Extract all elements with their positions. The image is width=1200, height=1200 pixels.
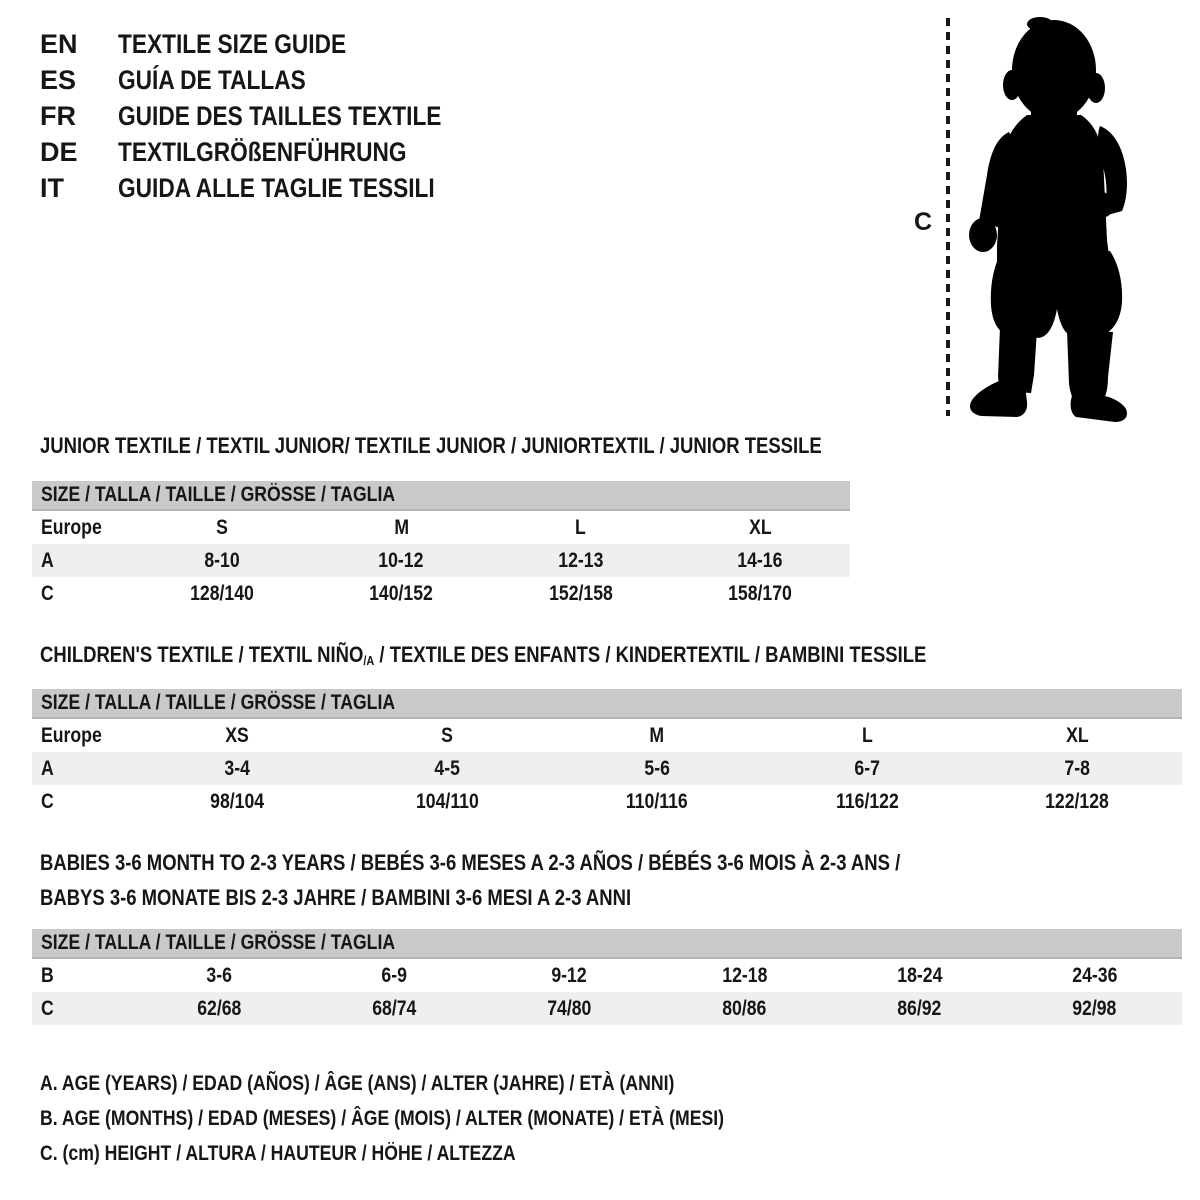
language-code: ES xyxy=(40,65,77,95)
size-header-bar xyxy=(32,929,1182,959)
table-cell: 4-5 xyxy=(434,756,460,780)
table-cell: 8-10 xyxy=(204,548,240,572)
table-row-europe xyxy=(32,719,1182,752)
table-cell: 6-7 xyxy=(854,756,880,780)
language-header xyxy=(40,26,503,206)
table-cell: 9-12 xyxy=(551,963,588,987)
table-cell: 3-6 xyxy=(206,963,233,987)
table-cell: XL xyxy=(748,515,772,539)
language-row-en xyxy=(40,26,503,62)
nino-a-suffix: /A xyxy=(363,653,375,668)
table-cell: 14-16 xyxy=(737,548,783,572)
size-header-bar xyxy=(32,481,850,511)
language-code: DE xyxy=(40,137,78,167)
table-cell: 3-4 xyxy=(224,756,250,780)
section-title-line1: BABIES 3-6 MONTH TO 2-3 YEARS / BEBÉS 3-6 MESES A 2-3 AÑOS / BÉBÉS 3-6 MOIS À 2-3 ANS / xyxy=(40,850,901,875)
language-label: GUIDA ALLE TAGLIE TESSILI xyxy=(118,173,435,203)
language-label: TEXTILGRÖßENFÜHRUNG xyxy=(118,137,407,167)
table-cell: 104/110 xyxy=(415,789,479,813)
size-header-text: SIZE / TALLA / TAILLE / GRÖSSE / TAGLIA xyxy=(41,483,396,506)
table-cell: XS xyxy=(225,723,249,747)
table-cell: M xyxy=(649,723,665,747)
table-cell: M xyxy=(393,515,409,539)
table-cell: 24-36 xyxy=(1071,963,1118,987)
row-label: Europe xyxy=(41,723,102,747)
toddler-silhouette-icon xyxy=(955,15,1145,425)
section-title-text: CHILDREN'S TEXTILE / TEXTIL NIÑO/A / TEXTILE DES ENFANTS / KINDERTEXTIL / BAMBINI TESSILE xyxy=(40,642,927,668)
table-cell: 7-8 xyxy=(1064,756,1090,780)
table-row-height xyxy=(32,992,1182,1025)
table-cell: 62/68 xyxy=(197,996,242,1020)
language-row-es xyxy=(40,62,503,98)
children-section-title xyxy=(40,641,1095,675)
row-label: B xyxy=(41,963,54,987)
table-cell: 18-24 xyxy=(896,963,943,987)
table-row-months xyxy=(32,959,1182,992)
row-label: C xyxy=(41,789,54,813)
junior-size-table xyxy=(32,481,850,610)
table-cell: 158/170 xyxy=(728,581,793,605)
table-cell: 92/98 xyxy=(1072,996,1117,1020)
language-code: EN xyxy=(40,29,78,59)
table-cell: 152/158 xyxy=(548,581,613,605)
row-label: A xyxy=(41,548,54,572)
babies-size-table xyxy=(32,929,1182,1025)
table-cell: 116/122 xyxy=(835,789,899,813)
height-measure-line xyxy=(946,18,950,416)
height-measure-label: C xyxy=(914,208,933,236)
table-row-age xyxy=(32,544,850,577)
table-row-height xyxy=(32,577,850,610)
language-code: IT xyxy=(40,173,64,203)
size-header-bar xyxy=(32,689,1182,719)
table-cell: 110/116 xyxy=(626,789,688,813)
table-row-height xyxy=(32,785,1182,818)
table-cell: 5-6 xyxy=(644,756,670,780)
legend-line-c: C. (cm) HEIGHT / ALTURA / HAUTEUR / HÖHE / ALTEZZA xyxy=(40,1142,516,1165)
junior-section-title xyxy=(40,432,971,460)
babies-section-title xyxy=(40,845,1064,915)
table-cell: 12-13 xyxy=(558,548,604,572)
language-row-it xyxy=(40,170,503,206)
table-cell: S xyxy=(215,515,228,539)
table-row-europe xyxy=(32,511,850,544)
children-size-table xyxy=(32,689,1182,818)
table-cell: 68/74 xyxy=(372,996,417,1020)
row-label: C xyxy=(41,996,54,1020)
language-code: FR xyxy=(40,101,76,131)
size-header-text: SIZE / TALLA / TAILLE / GRÖSSE / TAGLIA xyxy=(41,931,396,954)
table-row-age xyxy=(32,752,1182,785)
table-cell: 98/104 xyxy=(210,789,264,813)
table-cell: L xyxy=(575,515,587,539)
table-cell: L xyxy=(861,723,873,747)
section-title-line2: BABYS 3-6 MONATE BIS 2-3 JAHRE / BAMBINI 3-6 MESI A 2-3 ANNI xyxy=(40,885,632,910)
table-cell: 122/128 xyxy=(1045,789,1109,813)
legend-line-a: A. AGE (YEARS) / EDAD (AÑOS) / ÂGE (ANS) / ALTER (JAHRE) / ETÀ (ANNI) xyxy=(40,1072,675,1095)
table-cell: 6-9 xyxy=(381,963,408,987)
section-title-text: JUNIOR TEXTILE / TEXTIL JUNIOR/ TEXTILE JUNIOR / JUNIORTEXTIL / JUNIOR TESSILE xyxy=(40,433,822,458)
legend-line-b: B. AGE (MONTHS) / EDAD (MESES) / ÂGE (MOIS) / ALTER (MONATE) / ETÀ (MESI) xyxy=(40,1107,725,1130)
table-cell: S xyxy=(441,723,453,747)
table-cell: XL xyxy=(1065,723,1089,747)
size-header-text: SIZE / TALLA / TAILLE / GRÖSSE / TAGLIA xyxy=(41,691,396,714)
table-cell: 74/80 xyxy=(547,996,592,1020)
table-cell: 140/152 xyxy=(369,581,434,605)
language-label: GUIDE DES TAILLES TEXTILE xyxy=(118,101,442,131)
legend xyxy=(40,1066,854,1171)
row-label: A xyxy=(41,756,54,780)
table-cell: 80/86 xyxy=(722,996,767,1020)
table-cell: 86/92 xyxy=(897,996,942,1020)
table-cell: 128/140 xyxy=(189,581,254,605)
row-label: C xyxy=(41,581,54,605)
table-cell: 12-18 xyxy=(721,963,768,987)
table-cell: 10-12 xyxy=(378,548,424,572)
language-label: GUÍA DE TALLAS xyxy=(118,65,306,95)
language-row-de xyxy=(40,134,503,170)
language-label: TEXTILE SIZE GUIDE xyxy=(118,29,347,59)
row-label: Europe xyxy=(41,515,102,539)
language-row-fr xyxy=(40,98,503,134)
